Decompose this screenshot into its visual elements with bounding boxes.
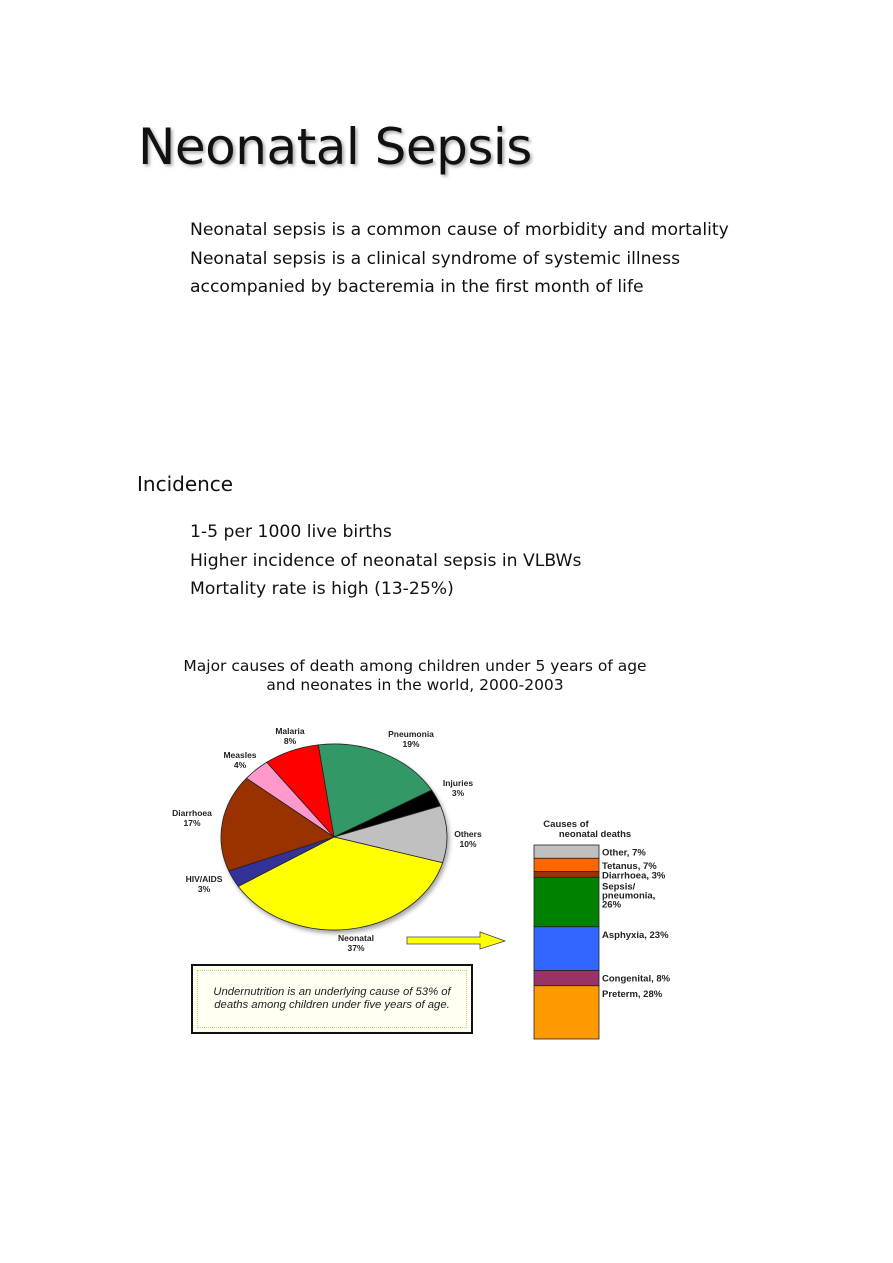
pie-value-label: 10% xyxy=(459,839,477,849)
pie-value-label: 4% xyxy=(233,760,247,770)
incidence-item: Higher incidence of neonatal sepsis in VLBWs xyxy=(190,550,582,571)
pie-label: HIV/AIDS xyxy=(185,874,223,884)
intro-line: accompanied by bacteremia in the first month of life xyxy=(190,277,644,297)
pie-value-label: 17% xyxy=(183,818,201,828)
stacked-bar-chart xyxy=(534,845,671,1039)
pie-label: Pneumonia xyxy=(388,729,434,739)
pie-value-label: 3% xyxy=(451,788,465,798)
bar-segment-sepsis xyxy=(534,877,599,926)
pie-value-label: 3% xyxy=(197,884,211,894)
pie-value-label: 37% xyxy=(347,943,365,953)
page-title: Neonatal Sepsis xyxy=(138,118,532,176)
bar-segment-tetanus xyxy=(534,858,599,871)
note-text: Undernutrition is an underlying cause of 53% of deaths among children under five years of age. xyxy=(197,970,467,1028)
bar-segment-label: Sepsis/ xyxy=(602,881,636,893)
bar-segment-preterm xyxy=(534,986,599,1039)
pie-value-label: 19% xyxy=(402,739,420,749)
pie-value-label: 8% xyxy=(283,736,297,746)
bar-segment-label: Diarrhoea, 3% xyxy=(602,870,666,882)
bar-segment-diarrhoea xyxy=(534,872,599,878)
bar-segment-other xyxy=(534,845,599,858)
incidence-heading: Incidence xyxy=(137,472,234,496)
figure-title-line: Major causes of death among children under 5 years of age xyxy=(183,657,647,675)
incidence-item: Mortality rate is high (13-25%) xyxy=(190,579,454,599)
undernutrition-note xyxy=(191,964,473,1034)
pie-label: Malaria xyxy=(275,726,305,736)
bar-segment-label: Preterm, 28% xyxy=(602,988,663,1000)
intro-line: Neonatal sepsis is a clinical syndrome of systemic illness xyxy=(190,248,681,269)
bar-segment-congenital xyxy=(534,971,599,986)
pie-chart xyxy=(221,744,447,930)
pie-label: Diarrhoea xyxy=(172,808,212,818)
bar-title-line: Causes of xyxy=(543,819,589,830)
bar-segment-label: Asphyxia, 23% xyxy=(602,929,669,941)
bar-segment-label: Tetanus, 7% xyxy=(602,860,657,872)
bar-segment-asphyxia xyxy=(534,927,599,971)
pie-label: Others xyxy=(454,829,482,839)
pie-label: Measles xyxy=(223,750,257,760)
pie-label: Injuries xyxy=(442,778,474,788)
bar-segment-label: 26% xyxy=(602,899,622,911)
bar-segment-label: pneumonia, xyxy=(602,890,656,902)
incidence-item: 1-5 per 1000 live births xyxy=(190,522,392,542)
intro-line: Neonatal sepsis is a common cause of morbidity and mortality xyxy=(190,220,729,240)
bar-title-line: neonatal deaths xyxy=(558,829,632,840)
pie-label: Neonatal xyxy=(338,933,374,943)
bar-segment-label: Other, 7% xyxy=(602,847,646,859)
arrow-icon xyxy=(407,932,505,949)
bar-segment-label: Congenital, 8% xyxy=(602,973,671,985)
figure-title-line: and neonates in the world, 2000-2003 xyxy=(266,676,564,694)
